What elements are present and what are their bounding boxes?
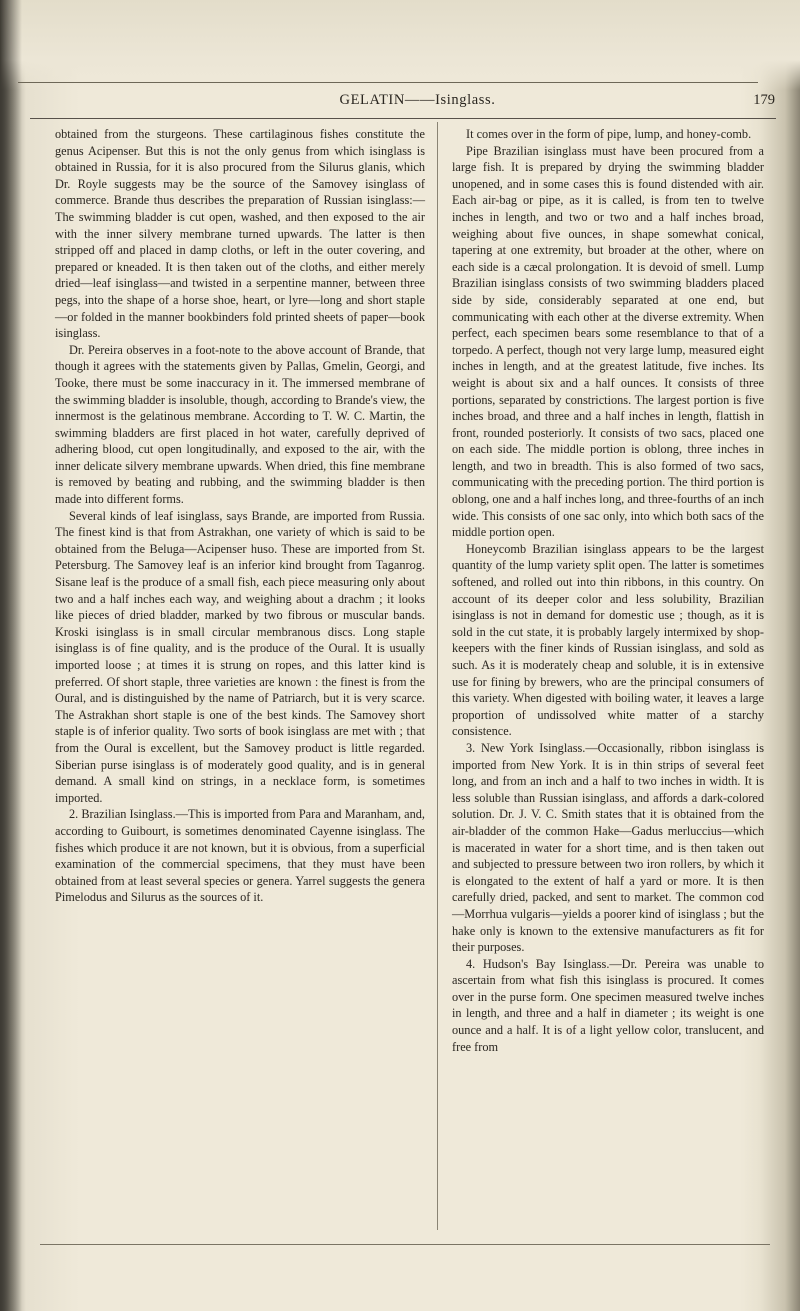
paragraph: Pipe Brazilian isinglass must have been procured from a large fish. It is prepared by drying the swimming bladder unopened, and in some cases this is found distended with air. Each air-bag or pipe, as it is called, is from ten to twelve inches in length, and two or two and a half inches broad, weighing about five ounces, in shape somewhat conical, tapering at one extremity, but broader at the other, where on each side is a cæcal prolongation. It is devoid of smell. Lump Brazilian isinglass consists of two swimming bladders placed side by side, considerably separated at one end, but communicating with each other at the diverse extremity. When perfect, each specimen bears some resemblance to that of a torpedo. A perfect, though not very large lump, measured eight inches in length, and at the greatest latitude, five inches. Its weight is about six and a half ounces. It consists of three portions, separated by constrictions. The largest portion is five inches broad, and three and a half inches in length, flattish in front, rounded posteriorly. It consists of two sacs, placed one on each side. The middle portion is oblong, three inches in length, and two in breadth. This is also formed of two sacs, communicating with the preceding portion. The third portion is oblong, one and a half inches long, and three-fourths of an inch wide. This consists of one sac only, into which both sacs of the middle portion open.: [452, 143, 764, 540]
paragraph: 2. Brazilian Isinglass.—This is imported from Para and Maranham, and, according to Guibourt, is sometimes denominated Cayenne isinglass. The fishes which produce it are not known, but it is obvious, from a superficial examination of the commercial specimens, that they must have been obtained from at least several species or genera. Yarrel suggests the genera Pimelodus and Silurus as the sources of it.: [55, 807, 425, 905]
top-edge-rule: [18, 82, 758, 83]
paragraph: 3. New York Isinglass.—Occasionally, ribbon isinglass is imported from New York. It is in thin strips of several feet long, and from an inch and a half to two inches in width. It is less soluble than Russian isinglass, and affords a dark-colored solution. Dr. J. V. C. Smith states that it is obtained from the air-bladder of the common Hake—Gadus merluccius—which is macerated in water for a short time, and is then taken out and subjected to pressure between two iron rollers, by which it is elongated to the extent of half a yard or more. It is then carefully dried, packed, and sent to market. The common cod—Morrhua vulgaris—yields a poorer kind of isinglass ; but the hake only is known to the extensive manufacturers as fit for their purposes.: [452, 740, 764, 955]
column-divider: [437, 122, 438, 1230]
running-header: [60, 90, 775, 116]
running-title: GELATIN——Isinglass.: [339, 92, 496, 108]
paragraph: Honeycomb Brazilian isinglass appears to be the largest quantity of the lump variety split open. The latter is sometimes softened, and rolled out into thin ribbons, in this country. On account of its deeper color and less solubility, Brazilian isinglass is not in demand for domestic use ; though, as it is sold in the cut state, it is probably largely intermixed by shop-keepers with the finer kinds of Russian isinglass, and sold as such. As it is moderately cheap and soluble, it is in extensive use for fining by brewers, who are the principal consumers of this variety. When digested with boiling water, it leaves a large proportion of undissolved white matter of a starchy consistence.: [452, 541, 764, 739]
book-spine-shadow: [0, 0, 22, 1311]
left-column: [55, 126, 425, 906]
right-column: [452, 126, 764, 1055]
paragraph: Several kinds of leaf isinglass, says Brande, are imported from Russia. The finest kind is that from Astrakhan, one variety of which is said to be obtained from the Beluga—Acipenser huso. These are imported from St. Petersburg. The Samovey leaf is an inferior kind brought from Taganrog. Sisane leaf is the produce of a small fish, each piece measuring only about two and a half inches each way, and weighing about a drachm ; it looks like pieces of dried bladder, marked by two fibrous or muscular bands. Kroski isinglass is in small circular membranous discs. Long staple isinglass is of fine quality, and is the produce of the Oural. It is usually imported loose ; at times it is strung on ropes, and this latter kind is preferred. Of short staple, three varieties are known : the finest is from the Oural, and is distinguished by the name of Patriarch, but it is very scarce. The Astrakhan short staple is one of the best kinds. The Samovey short staple is of inferior quality. Two sorts of book isinglass are met with ; that from the Oural is excellent, but the Samovey product is little regarded. Siberian purse isinglass is of moderately good quality, and is in general demand. A small kind on strings, in a necklace form, is sometimes imported.: [55, 508, 425, 805]
paragraph: Dr. Pereira observes in a foot-note to the above account of Brande, that though it agrees with the statements given by Pallas, Gmelin, Georgi, and Tooke, there must be some inaccuracy in it. The immersed membrane of the swimming bladder is insoluble, though, according to Brande's view, the innermost is the gelatinous membrane. According to T. W. C. Martin, the swimming bladders are first placed in hot water, carefully deprived of adhering blood, cut open longitudinally, and exposed to the air, with the inner delicate silvery membrane upwards. When dried, this fine membrane is removed by beating and rubbing, and the swimming bladder is then made into different forms.: [55, 342, 425, 507]
paragraph: obtained from the sturgeons. These cartilaginous fishes constitute the genus Acipenser. But this is not the only genus from which isinglass is obtained in Russia, for it is also procured from the Silurus glanis, which Dr. Royle suggests may be the source of the Samovey isinglass of commerce. Brande thus describes the preparation of Russian isinglass:—The swimming bladder is cut open, washed, and then exposed to the air with the inner silvery membrane turned upwards. The latter is then stripped off and placed in damp cloths, or left in the outer covering, and prepared or kneaded. It is then taken out of the cloths, and either merely dried—leaf isinglass—and twisted in a serpentine manner, between three pegs, into the shape of a horse shoe, heart, or lyre—long and short staple—or folded in the manner bookbinders fold printed sheets of paper—book isinglass.: [55, 127, 425, 341]
paragraph: 4. Hudson's Bay Isinglass.—Dr. Pereira was unable to ascertain from what fish this isinglass is procured. It comes over in the purse form. One specimen measured twelve inches in length, and three and a half in diameter ; its weight is one ounce and a half. It is of a light yellow color, translucent, and free from: [452, 956, 764, 1054]
header-rule: [30, 118, 776, 119]
page-top-margin: [0, 0, 800, 90]
paragraph: It comes over in the form of pipe, lump, and honey-comb.: [466, 127, 752, 141]
page-number: 179: [753, 92, 775, 108]
bottom-rule: [40, 1244, 770, 1245]
